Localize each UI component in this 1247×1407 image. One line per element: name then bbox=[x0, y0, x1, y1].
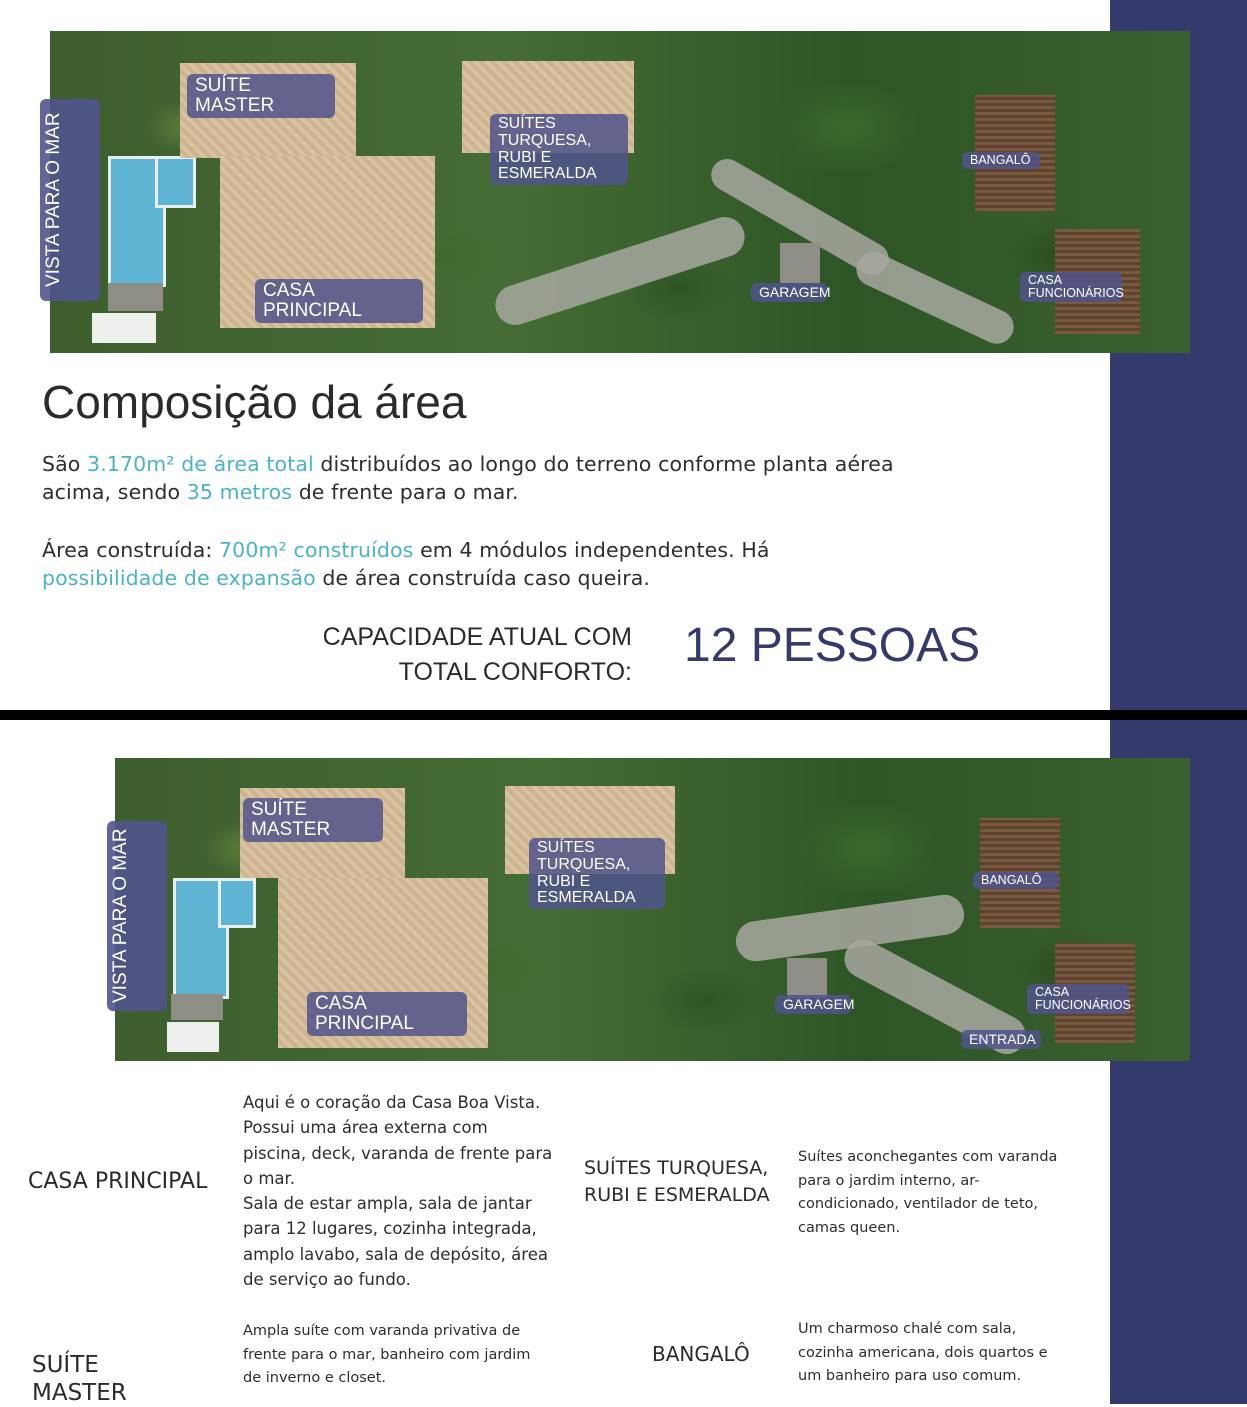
highlight-expansion: possibilidade de expansão bbox=[42, 566, 316, 590]
pool-extension bbox=[218, 878, 256, 928]
room-title-casa-principal: CASA PRINCIPAL bbox=[28, 1169, 208, 1194]
label-bangalo: BANGALÔ bbox=[962, 152, 1040, 169]
room-desc-suite-master: Ampla suíte com varanda privativa de frente para o mar, banheiro com jardim de inverno e closet. bbox=[243, 1323, 531, 1386]
highlight-total-area: 3.170m² de área total bbox=[87, 452, 314, 476]
label-casa-principal: CASA PRINCIPAL bbox=[307, 992, 467, 1036]
label-entrada: ENTRADA bbox=[961, 1030, 1041, 1049]
text: distribuídos ao longo do terreno conforme planta aérea acima, sendo bbox=[42, 452, 894, 504]
label-vista-mar: VISTA PARA O MAR bbox=[107, 821, 167, 1011]
highlight-frontage: 35 metros bbox=[186, 480, 293, 504]
text: de frente para o mar. bbox=[292, 480, 519, 504]
deck-furniture bbox=[167, 1022, 219, 1052]
aerial-map-bottom bbox=[110, 758, 1190, 1061]
text: São bbox=[42, 452, 88, 476]
label-bangalo: BANGALÔ bbox=[973, 872, 1059, 889]
section-title: Composição da área bbox=[42, 376, 467, 428]
label-suites: SUÍTES TURQUESA, RUBI E ESMERALDA bbox=[490, 114, 628, 185]
room-desc-casa-principal: Aqui é o coração da Casa Boa Vista. Possui uma área externa com piscina, deck, varanda de frente para o mar. Sala de estar ampla, sala de jantar para 12 lugares, cozinha integrada, amplo lavabo, sala de depósito, área de serviço ao fundo. bbox=[243, 1093, 553, 1290]
room-desc-suites: Suítes aconchegantes com varanda para o jardim interno, ar-condicionado, ventilador de teto, camas queen. bbox=[798, 1149, 1058, 1236]
room-title-suite-master: SUÍTE MASTER bbox=[32, 1352, 127, 1406]
room-desc-bangalo: Um charmoso chalé com sala, cozinha americana, dois quartos e um banheiro para uso comum. bbox=[798, 1321, 1048, 1384]
capacity-value: 12 PESSOAS bbox=[684, 619, 981, 672]
label-casa-funcionarios: CASA FUNCIONÁRIOS bbox=[1020, 272, 1122, 302]
pool-extension bbox=[155, 156, 196, 208]
deck-furniture bbox=[92, 313, 156, 343]
garage-roof bbox=[787, 958, 827, 998]
garage-roof bbox=[780, 243, 820, 283]
path bbox=[490, 212, 750, 330]
highlight-built-area: 700m² construídos bbox=[219, 538, 414, 562]
path bbox=[851, 247, 1019, 350]
capacity-label-line: CAPACIDADE ATUAL COM bbox=[322, 623, 632, 651]
page-divider bbox=[0, 710, 1247, 720]
label-suite-master: SUÍTE MASTER bbox=[187, 74, 335, 118]
label-garagem: GARAGEM bbox=[751, 283, 827, 302]
label-casa-funcionarios: CASA FUNCIONÁRIOS bbox=[1027, 984, 1129, 1014]
text: Área construída: bbox=[42, 538, 220, 562]
label-garagem: GARAGEM bbox=[775, 995, 851, 1014]
area-paragraph bbox=[42, 450, 902, 506]
label-suites: SUÍTES TURQUESA, RUBI E ESMERALDA bbox=[529, 838, 665, 909]
room-title-suites: SUÍTES TURQUESA, RUBI E ESMERALDA bbox=[584, 1157, 770, 1206]
label-vista-mar: VISTA PARA O MAR bbox=[40, 99, 100, 301]
label-casa-principal: CASA PRINCIPAL bbox=[255, 279, 423, 323]
aerial-map-top bbox=[43, 31, 1190, 353]
text: de área construída caso queira. bbox=[315, 566, 651, 590]
capacity-label bbox=[300, 620, 632, 690]
deck bbox=[108, 283, 163, 311]
deck bbox=[171, 994, 223, 1020]
capacity-label-line: TOTAL CONFORTO: bbox=[398, 658, 632, 686]
label-suite-master: SUÍTE MASTER bbox=[243, 798, 383, 842]
room-title-bangalo: BANGALÔ bbox=[652, 1342, 750, 1366]
built-area-paragraph bbox=[42, 536, 802, 592]
text: em 4 módulos independentes. Há bbox=[413, 538, 770, 562]
